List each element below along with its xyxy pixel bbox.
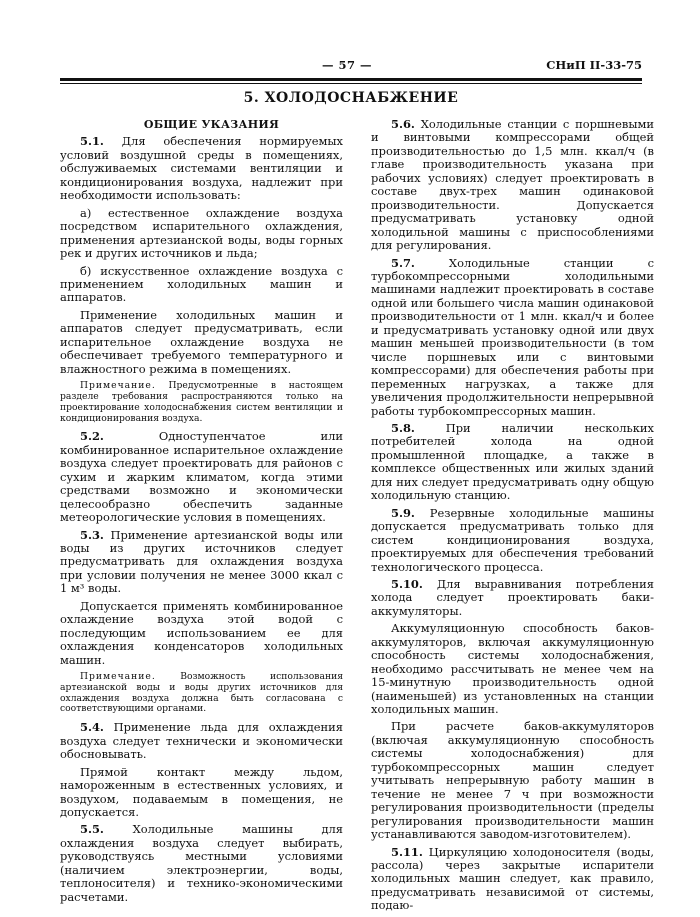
clause-5-4 bbox=[60, 721, 343, 761]
section-title: 5. ХОЛОДОСНАБЖЕНИЕ bbox=[243, 90, 459, 106]
note-label: Примечание. bbox=[80, 671, 156, 683]
clause-number: 5.7. bbox=[391, 255, 415, 270]
clause-number: 5.5. bbox=[80, 822, 104, 837]
clause-5-1 bbox=[60, 135, 343, 202]
clause-number: 5.11. bbox=[391, 844, 423, 859]
header-rule-thick bbox=[60, 78, 642, 81]
clause-number: 5.4. bbox=[80, 720, 104, 735]
clause-number: 5.9. bbox=[391, 505, 415, 520]
clause-text: Для выравнивания потребления холода следует проектировать баки-аккумуляторы. bbox=[371, 576, 655, 618]
note-text: Возможность использования артезианской воды и воды других источников для охлаждения воздуха должна быть согласована с соответствующими органами. bbox=[60, 671, 343, 715]
clause-text: При наличии нескольких потребителей холода на одной промышленной площадке, а также в комплексе общественных или жилых зданий для них следует предусматривать одну общую холодильную станцию. bbox=[371, 420, 654, 503]
clause-5-3-paragraph: Допускается применять комбинированное охлаждение воздуха этой водой с последующим использованием ее для охлаждения конденсаторов холодильных машин. bbox=[60, 598, 343, 667]
clause-number: 5.6. bbox=[391, 117, 415, 131]
clause-text: Холодильные станции с поршневыми и винтовыми компрессорами общей производительностью до 1,5 млн. ккал/ч (в главе производительность указана при рабочих условиях) следует проектировать в составе двух-трех машин одинаковой производительности. Допускается предусматривать установку одной холодильной машины с приспособлениями для регулирования. bbox=[371, 117, 654, 253]
clause-5-1-paragraph: Применение холодильных машин и аппаратов следует предусматривать, если испарительное охлаждение воздуха не обеспечивает требуемого температурного и влажностного режима в помещениях. bbox=[60, 307, 343, 376]
clause-text: Холодильные станции с турбокомпрессорными холодильными машинами надлежит проектировать в составе одной или большего числа машин одинаковой производительности от 1 млн. ккал/ч и более и предусматривать установку одной или двух машин меньшей производительности (в том числе поршневых или с винтовыми компрессорами) для обеспечения работы при переменных нагрузках, а также для увеличения продолжительности непрерывной работы турбокомпрессорных машин. bbox=[371, 255, 654, 418]
clause-text: Одноступенчатое или комбинированное испарительное охлаждение воздуха следует проектировать для районов с сухим и жарким климатом, когда этими средствами возможно и экономически целесообразно обеспечить заданные метеорологические условия в помещениях. bbox=[60, 429, 344, 525]
clause-5-1-item-a: а) естественное охлаждение воздуха посредством испарительного охлаждения, применения артезианской воды, воды горных рек и других источников и льда; bbox=[60, 205, 343, 261]
clause-5-10-paragraph-2: При расчете баков-аккумуляторов (включая аккумуляционную способность системы холодоснабжения) для турбокомпрессорных машин следует учитывать непрерывную работу машин в течение не менее 7 ч при возможности регулирования производительности (пределы регулирования производительности машин устанавливаются заводом-изготовителем). bbox=[371, 719, 654, 842]
clause-text: Применение льда для охлаждения воздуха следует технически и экономически обосновывать. bbox=[60, 720, 343, 762]
right-column bbox=[371, 118, 654, 917]
clause-5-7 bbox=[371, 257, 654, 418]
page-header bbox=[60, 58, 642, 76]
clause-5-6 bbox=[371, 118, 654, 253]
clause-5-4-paragraph: Прямой контакт между льдом, намороженным в естественных условиях, и воздухом, подаваемым в помещения, не допускается. bbox=[60, 764, 343, 819]
clause-5-3 bbox=[60, 529, 343, 596]
note-1 bbox=[60, 381, 343, 424]
clause-5-8 bbox=[371, 422, 654, 503]
clause-text: Холодильные машины для охлаждения воздуха следует выбирать, руководствуясь местными условиями (наличием электроэнергии, воды, теплоносителя) и технико-экономическими расчетами. bbox=[60, 822, 343, 904]
clause-text: Резервные холодильные машины допускается предусматривать только для систем кондиционирования воздуха, проектируемых для обеспечения требований технологического процесса. bbox=[371, 505, 655, 574]
clause-number: 5.2. bbox=[80, 429, 104, 444]
clause-5-10 bbox=[371, 578, 654, 618]
clause-5-5 bbox=[60, 823, 343, 904]
clause-text: Для обеспечения нормируемых условий воздушной среды в помещениях, обслуживаемых системами вентиляции и кондиционирования воздуха, надлежит при необходимости использовать: bbox=[60, 134, 343, 203]
header-rule-thin bbox=[60, 83, 642, 84]
page-number: — 57 — bbox=[322, 58, 373, 72]
clause-5-10-paragraph: Аккумуляционную способность баков-аккумуляторов, включая аккумуляционную способность системы холодоснабжения, необходимо рассчитывать не менее чем на 15-минутную производительность одной (наименьшей) из установленных на станции холодильных машин. bbox=[371, 621, 654, 717]
left-column bbox=[60, 118, 343, 908]
clause-text: Применение артезианской воды или воды из других источников следует предусматривать для охлаждения воздуха при условии получения не менее 3000 ккал с 1 м³ воды. bbox=[60, 527, 344, 596]
document-code: СНиП II-33-75 bbox=[546, 58, 642, 72]
clause-number: 5.1. bbox=[80, 134, 104, 149]
clause-number: 5.10. bbox=[391, 576, 423, 591]
note-2 bbox=[60, 672, 343, 715]
subsection-title: ОБЩИЕ УКАЗАНИЯ bbox=[143, 118, 280, 131]
clause-5-9 bbox=[371, 507, 654, 574]
clause-number: 5.3. bbox=[80, 527, 104, 542]
note-label: Примечание. bbox=[80, 380, 156, 392]
note-text: Предусмотренные в настоящем разделе требования распространяются только на проектирование холодоснабжения систем вентиляции и кондиционирования воздуха. bbox=[60, 380, 343, 424]
clause-5-1-item-b: б) искусственное охлаждение воздуха с применением холодильных машин и аппаратов. bbox=[60, 263, 343, 305]
clause-5-2 bbox=[60, 430, 343, 524]
clause-text: Циркуляцию холодоносителя (воды, рассола) через закрытые испарители холодильных машин следует, как правило, предусматривать независимой от системы, подаю- bbox=[371, 844, 654, 913]
clause-5-11 bbox=[371, 846, 654, 913]
clause-number: 5.8. bbox=[391, 420, 415, 435]
